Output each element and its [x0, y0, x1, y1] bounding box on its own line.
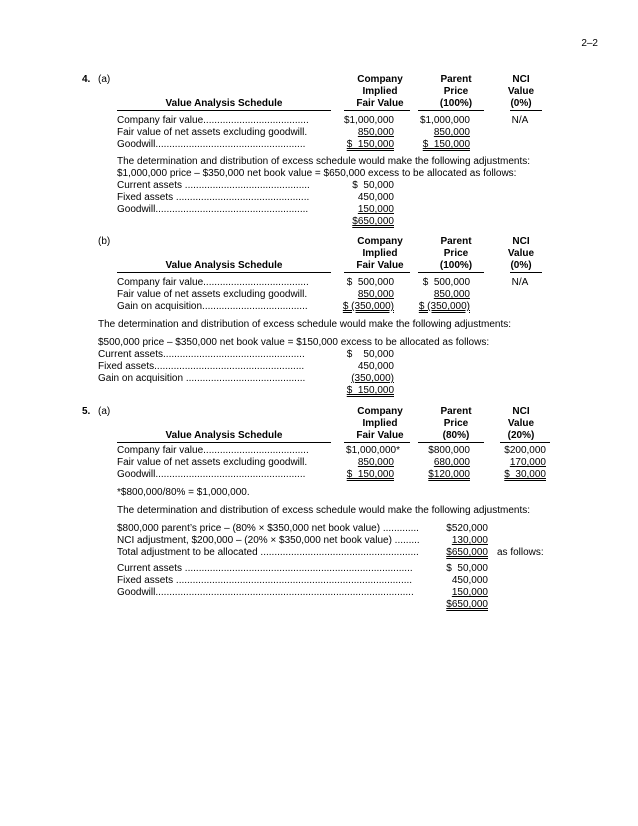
alloc-value: $ 50,000: [352, 180, 394, 191]
col-header-parent-2: Price: [443, 418, 469, 429]
adj-value: $650,000: [446, 547, 488, 558]
alloc-label: Fixed assets ................................................: [117, 192, 310, 203]
row-value: 850,000: [433, 127, 470, 138]
col-underline: [344, 110, 410, 111]
row-label: Company fair value......................................: [117, 445, 309, 456]
row-value: $ 500,000: [346, 277, 394, 288]
col-header-company-1: Company: [357, 236, 403, 247]
col-header-company-3: Fair Value: [356, 260, 404, 271]
row-label: Fair value of net assets excluding goodwill.: [117, 457, 308, 468]
col-header-nci-3: (0%): [510, 260, 532, 271]
col-header-parent-3: (100%): [439, 260, 473, 271]
row-value: $800,000: [428, 445, 470, 456]
schedule-title: Value Analysis Schedule: [165, 260, 283, 271]
col-header-parent-2: Price: [443, 86, 469, 97]
row-value: 850,000: [357, 457, 394, 468]
col-header-nci-1: NCI: [512, 236, 530, 247]
page-number: 2–2: [581, 38, 598, 49]
adj-value: $520,000: [446, 523, 488, 534]
row-value: 850,000: [433, 289, 470, 300]
alloc-label: Gain on acquisition ...........................................: [98, 373, 306, 384]
row-label: Gain on acquisition......................................: [117, 301, 308, 312]
row-value: $1,000,000: [343, 115, 394, 126]
col-header-parent-1: Parent: [440, 74, 472, 85]
col-header-company-3: Fair Value: [356, 98, 404, 109]
part-4a-label: (a): [98, 74, 111, 85]
col-header-parent-2: Price: [443, 248, 469, 259]
row-value: $ 150,000: [346, 469, 394, 480]
alloc-label: Current assets ..................................................................................: [117, 563, 413, 574]
schedule-underline: [117, 442, 331, 443]
note-text: $1,000,000 price – $350,000 net book value = $650,000 excess to be allocated as follows:: [117, 168, 517, 179]
alloc-value: 450,000: [357, 192, 394, 203]
alloc-value: $ 50,000: [346, 349, 394, 360]
row-label: Fair value of net assets excluding goodwill.: [117, 289, 308, 300]
row-label: Goodwill......................................................: [117, 139, 306, 150]
note-text: The determination and distribution of excess schedule would make the following adjustments:: [117, 505, 531, 516]
alloc-value: $ 50,000: [446, 563, 488, 574]
col-header-parent-3: (80%): [442, 430, 470, 441]
alloc-label: Goodwill.......................................................: [117, 204, 309, 215]
row-value: $200,000: [504, 445, 546, 456]
adj-label: $800,000 parent’s price – (80% × $350,000 net book value) .............: [117, 523, 419, 534]
row-value: N/A: [511, 115, 529, 126]
row-label: Company fair value......................................: [117, 115, 309, 126]
problem-5-number: 5.: [82, 406, 91, 417]
row-label: Fair value of net assets excluding goodwill.: [117, 127, 308, 138]
alloc-value: 150,000: [451, 587, 488, 598]
col-header-company-2: Implied: [362, 86, 398, 97]
row-value: 850,000: [357, 289, 394, 300]
alloc-label: Current assets...................................................: [98, 349, 305, 360]
col-underline: [418, 442, 484, 443]
col-header-company-2: Implied: [362, 248, 398, 259]
alloc-label: Goodwill.............................................................................................: [117, 587, 414, 598]
row-value: $ 30,000: [504, 469, 546, 480]
row-label: Company fair value......................................: [117, 277, 309, 288]
row-value: $ (350,000): [418, 301, 470, 312]
col-underline: [418, 110, 484, 111]
row-value: N/A: [511, 277, 529, 288]
note-text: The determination and distribution of excess schedule would make the following adjustments:: [117, 156, 531, 167]
row-value: $ 150,000: [422, 139, 470, 150]
alloc-value: 450,000: [357, 361, 394, 372]
row-value: $ 150,000: [346, 139, 394, 150]
alloc-total: $ 150,000: [346, 385, 394, 396]
row-value: $1,000,000: [419, 115, 470, 126]
col-header-nci-2: Value: [507, 248, 535, 259]
alloc-label: Current assets .............................................: [117, 180, 310, 191]
row-value: 680,000: [433, 457, 470, 468]
col-header-parent-1: Parent: [440, 236, 472, 247]
row-label: Goodwill......................................................: [117, 469, 306, 480]
col-underline: [418, 272, 484, 273]
row-value: 170,000: [509, 457, 546, 468]
alloc-value: 150,000: [357, 204, 394, 215]
part-4b-label: (b): [98, 236, 111, 247]
col-header-company-2: Implied: [362, 418, 398, 429]
col-header-company-1: Company: [357, 406, 403, 417]
row-value: $1,000,000*: [346, 445, 400, 456]
problem-4-number: 4.: [82, 74, 91, 85]
col-underline: [344, 442, 410, 443]
col-header-company-3: Fair Value: [356, 430, 404, 441]
alloc-total: $650,000: [352, 216, 394, 227]
adj-value: 130,000: [451, 535, 488, 546]
col-header-nci-2: Value: [507, 86, 535, 97]
note-text: $500,000 price – $350,000 net book value = $150,000 excess to be allocated as follows:: [98, 337, 490, 348]
col-header-nci-3: (0%): [510, 98, 532, 109]
col-underline: [510, 272, 542, 273]
alloc-label: Fixed assets .....................................................................................: [117, 575, 413, 586]
row-value: $ 500,000: [422, 277, 470, 288]
schedule-underline: [117, 272, 331, 273]
col-underline: [500, 442, 550, 443]
alloc-label: Fixed assets......................................................: [98, 361, 305, 372]
adj-label: Total adjustment to be allocated .........................................................: [117, 547, 419, 558]
part-5a-label: (a): [98, 406, 111, 417]
col-underline: [510, 110, 542, 111]
col-header-parent-3: (100%): [439, 98, 473, 109]
schedule-title: Value Analysis Schedule: [165, 430, 283, 441]
row-value: $120,000: [428, 469, 470, 480]
footnote: *$800,000/80% = $1,000,000.: [117, 487, 250, 498]
note-text: The determination and distribution of excess schedule would make the following adjustments:: [98, 319, 512, 330]
col-underline: [344, 272, 410, 273]
schedule-underline: [117, 110, 331, 111]
col-header-nci-1: NCI: [512, 406, 530, 417]
adj-label: NCI adjustment, $200,000 – (20% × $350,000 net book value) .........: [117, 535, 420, 546]
col-header-nci-3: (20%): [507, 430, 535, 441]
row-value: $ (350,000): [342, 301, 394, 312]
row-value: 850,000: [357, 127, 394, 138]
col-header-company-1: Company: [357, 74, 403, 85]
alloc-value: 450,000: [451, 575, 488, 586]
alloc-value: (350,000): [351, 373, 394, 384]
schedule-title: Value Analysis Schedule: [165, 98, 283, 109]
col-header-nci-1: NCI: [512, 74, 530, 85]
alloc-total: $650,000: [446, 599, 488, 610]
col-header-nci-2: Value: [507, 418, 535, 429]
as-follows-text: as follows:: [497, 547, 544, 558]
col-header-parent-1: Parent: [440, 406, 472, 417]
